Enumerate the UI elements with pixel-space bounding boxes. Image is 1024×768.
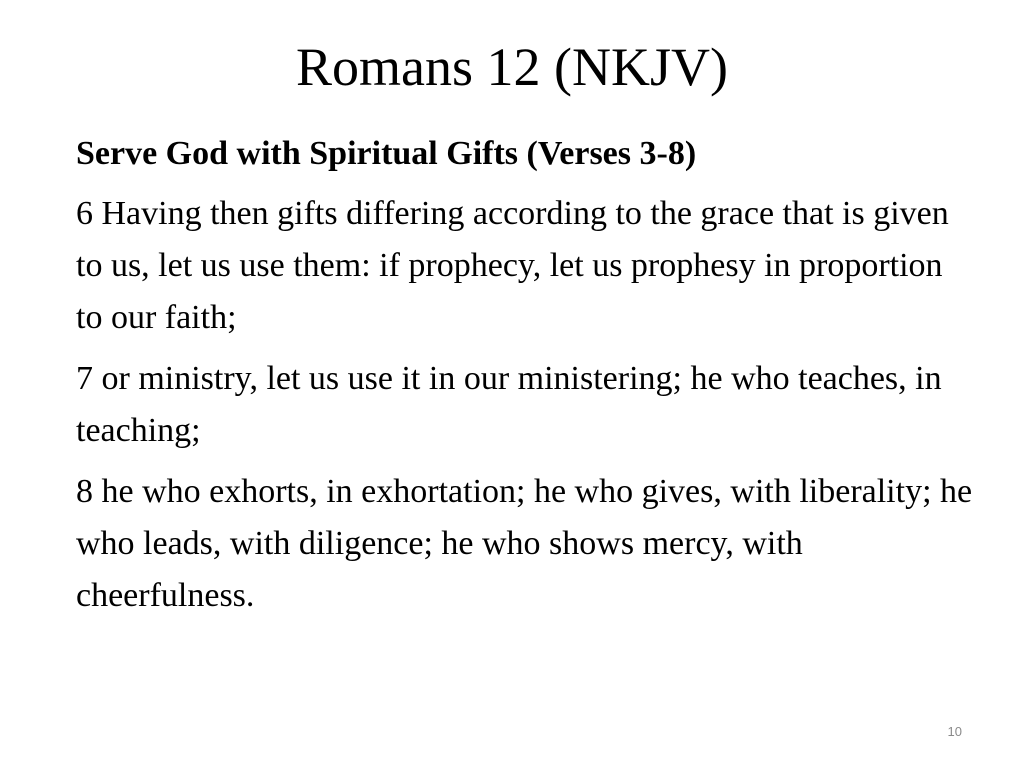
verse-8: 8 he who exhorts, in exhortation; he who gives, with liberality; he who leads, with diligence; he who shows mercy, with cheerfulness. — [76, 473, 973, 614]
verse-7: 7 or ministry, let us use it in our ministering; he who teaches, in teaching; — [76, 360, 942, 449]
section-heading: Serve God with Spiritual Gifts (Verses 3-8) — [76, 135, 697, 172]
slide-title: Romans 12 (NKJV) — [296, 37, 728, 97]
page-number: 10 — [947, 724, 962, 739]
slide-body — [76, 128, 976, 631]
verse-6: 6 Having then gifts differing according to the grace that is given to us, let us use them: if prophecy, let us prophesy in proportion to our faith; — [76, 195, 949, 336]
